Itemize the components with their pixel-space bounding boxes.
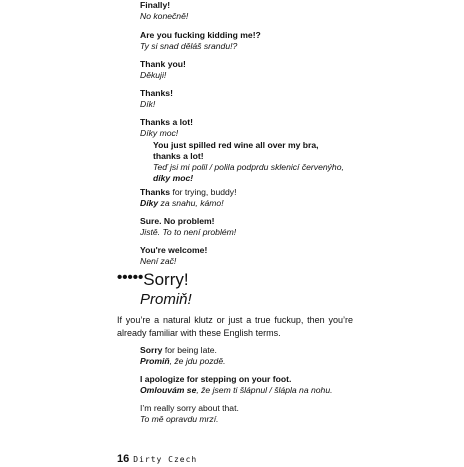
phrase-english-bold: Sorry	[140, 345, 163, 355]
page-footer	[117, 449, 197, 467]
phrase-no-problem	[140, 216, 236, 238]
section-subtitle: Promiň!	[140, 291, 192, 308]
phrase-czech	[140, 385, 333, 396]
example-english-line: You just spilled red wine all over my bra,	[153, 140, 319, 150]
phrase-czech: To mě opravdu mrzí.	[140, 414, 219, 424]
phrase-czech: Dík!	[140, 99, 156, 109]
phrase-czech: Není zač!	[140, 256, 177, 266]
phrase-really-sorry	[140, 403, 239, 425]
example-czech-line: Teď jsi mi polil / polila podprdu sklenicí červenýho,	[153, 162, 344, 172]
phrase-czech-bold: Díky	[140, 198, 159, 208]
phrase-english: Sure. No problem!	[140, 216, 215, 226]
section-intro: If you’re a natural klutz or just a true fuckup, then you’re already familiar with these English terms.	[117, 315, 353, 338]
phrase-english: Finally!	[140, 0, 171, 10]
phrase-thank-you	[140, 59, 186, 81]
example-czech-line: díky moc!	[153, 173, 194, 183]
phrase-czech: Děkuji!	[140, 70, 167, 80]
book-title: Dirty Czech	[133, 455, 198, 464]
phrase-english-bold: Thanks	[140, 187, 171, 197]
phrase-english: I’m really sorry about that.	[140, 403, 239, 413]
page-number: 16	[117, 453, 130, 465]
phrase-english: Are you fucking kidding me!?	[140, 30, 261, 40]
phrase-czech	[140, 356, 226, 367]
phrase-sorry-late	[140, 345, 226, 367]
section-heading	[117, 269, 189, 290]
section-dots: •••••	[117, 269, 144, 286]
phrase-czech-bold: Omlouvám se	[140, 385, 197, 395]
example-english-line: thanks a lot!	[153, 151, 204, 161]
phrase-english: Thank you!	[140, 59, 186, 69]
phrase-czech: Ty si snad děláš srandu!?	[140, 41, 238, 51]
phrase-czech-bold: Promiň	[140, 356, 170, 366]
phrase-english: Thanks!	[140, 88, 173, 98]
phrase-czech	[140, 198, 237, 209]
phrase-kidding	[140, 30, 261, 52]
phrase-apologize	[140, 374, 333, 396]
phrase-english	[140, 187, 237, 198]
phrase-thanks	[140, 88, 173, 110]
phrase-finally	[140, 0, 188, 22]
section-title: Sorry!	[143, 270, 189, 289]
phrase-czech: No konečně!	[140, 11, 189, 21]
phrase-english	[140, 345, 226, 356]
phrase-czech: Jistě. To to není problém!	[140, 227, 237, 237]
phrase-english: You're welcome!	[140, 245, 208, 255]
phrase-english-bold: I apologize	[140, 374, 185, 384]
phrase-english: Thanks a lot!	[140, 117, 194, 127]
phrase-welcome	[140, 245, 207, 267]
phrase-czech: Díky moc!	[140, 128, 179, 138]
phrase-english	[140, 374, 333, 385]
phrase-english-rest: for trying, buddy!	[170, 187, 237, 197]
example-block	[153, 140, 344, 184]
phrase-thanks-a-lot	[140, 117, 193, 139]
phrase-english-rest: for stepping on your foot.	[184, 374, 292, 384]
phrase-english-rest: for being late.	[162, 345, 217, 355]
phrase-czech-rest: , že jsem ti šlápnul / šlápla na nohu.	[196, 385, 333, 395]
phrase-czech-rest: za snahu, kámo!	[158, 198, 224, 208]
phrase-czech-rest: , že jdu pozdě.	[169, 356, 226, 366]
phrase-thanks-for-trying	[140, 187, 237, 209]
